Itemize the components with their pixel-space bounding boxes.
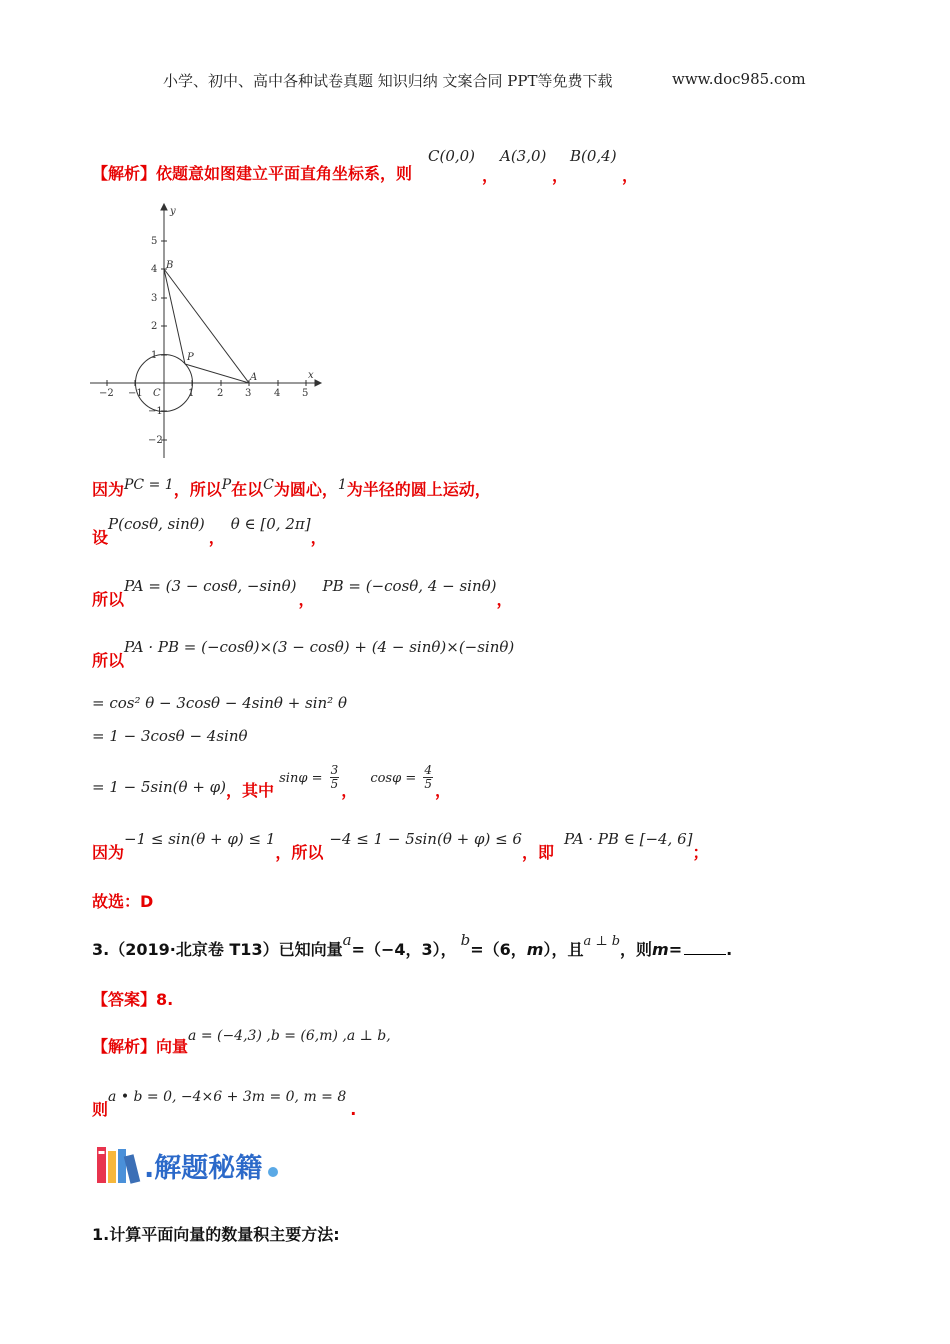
- x-tick: 4: [274, 388, 281, 399]
- y-tick: 4: [151, 264, 158, 275]
- answer-label: 【答案】8.: [92, 990, 174, 1009]
- point-a-label: A: [250, 372, 258, 383]
- x-tick: −1: [128, 388, 143, 399]
- solution-2-result: 则a • b = 0, −4×6 + 3m = 0, m = 8.: [92, 1089, 357, 1119]
- x-tick: 5: [302, 388, 309, 399]
- point-c-label: C: [153, 388, 161, 399]
- header-right: www.doc985.com: [672, 70, 806, 88]
- x-axis-arrow: [315, 380, 321, 386]
- segment-ap: [185, 364, 249, 383]
- coordinate-diagram: [85, 200, 325, 465]
- answer-choice: 故选：D: [92, 892, 154, 911]
- y-axis-label: y: [170, 206, 176, 217]
- expansion-line-1: = cos² θ − 3cosθ − 4sinθ + sin² θ: [92, 694, 347, 712]
- comma: ，: [622, 166, 639, 185]
- line-pc: 因为PC = 1，所以P在以C为圆心，1为半径的圆上运动，: [92, 477, 491, 499]
- books-icon: [96, 1145, 142, 1185]
- y-tick: 3: [151, 293, 158, 304]
- expansion-line-2: = 1 − 3cosθ − 4sinθ: [92, 727, 248, 745]
- section-header: [96, 1145, 278, 1185]
- y-tick: 1: [151, 350, 158, 361]
- y-axis-arrow: [161, 204, 167, 210]
- x-tick: −2: [99, 388, 114, 399]
- section-title: .解题秘籍: [144, 1153, 263, 1184]
- x-axis-label: x: [308, 370, 314, 381]
- point-b-label: B: [166, 260, 174, 271]
- solution-label: 【解析】依题意如图建立平面直角坐标系，则: [92, 164, 413, 183]
- question-3: 3.（2019·北京卷 T13）已知向量a=（−4，3）， b=（6，m），且$^{a \perp b}$，则m= .: [92, 931, 733, 959]
- line-pa-pb: 所以PA = (3 − cosθ, −sinθ)，PB = (−cosθ, 4 − sinθ)，: [92, 577, 513, 609]
- section-dot: [268, 1167, 278, 1177]
- solution-2: 【解析】向量a = (−4,3) ,b = (6,m) ,a ⊥ b,: [92, 1028, 391, 1056]
- x-tick: 2: [217, 388, 224, 399]
- point-p-label: P: [187, 352, 194, 363]
- line-set-p: 设P(cosθ, sinθ)，θ ∈ [0, 2π]，: [92, 515, 327, 547]
- point-b-coord: B(0,4): [570, 147, 617, 165]
- comma: ，: [482, 166, 499, 185]
- point-c-coord: C(0,0): [428, 147, 476, 165]
- x-tick: 1: [188, 388, 195, 399]
- line-range: 因为−1 ≤ sin(θ + φ) ≤ 1，所以−4 ≤ 1 − 5sin(θ + φ) ≤ 6，即PA · PB ∈ [−4, 6]；: [92, 830, 709, 862]
- comma: ，: [552, 166, 569, 185]
- x-tick: 3: [245, 388, 252, 399]
- line-phi: = 1 − 5sin(θ + φ)，其中 sinφ = $\frac{3}{5}$ ， cosφ = $\frac{4}{5}$ ，: [92, 763, 451, 800]
- y-tick: 2: [151, 321, 158, 332]
- point-a-coord: A(3,0): [500, 147, 547, 165]
- y-tick: −1: [148, 406, 163, 417]
- y-tick: 5: [151, 236, 158, 247]
- answer-blank: [684, 954, 726, 955]
- method-title: 1.计算平面向量的数量积主要方法:: [92, 1225, 340, 1244]
- header-left: 小学、初中、高中各种试卷真题 知识归纳 文案合同 PPT等免费下载: [163, 72, 613, 90]
- line-dot-product: 所以PA · PB = (−cosθ)×(3 − cosθ) + (4 − sinθ)×(−sinθ): [92, 638, 515, 670]
- y-tick: −2: [148, 435, 163, 446]
